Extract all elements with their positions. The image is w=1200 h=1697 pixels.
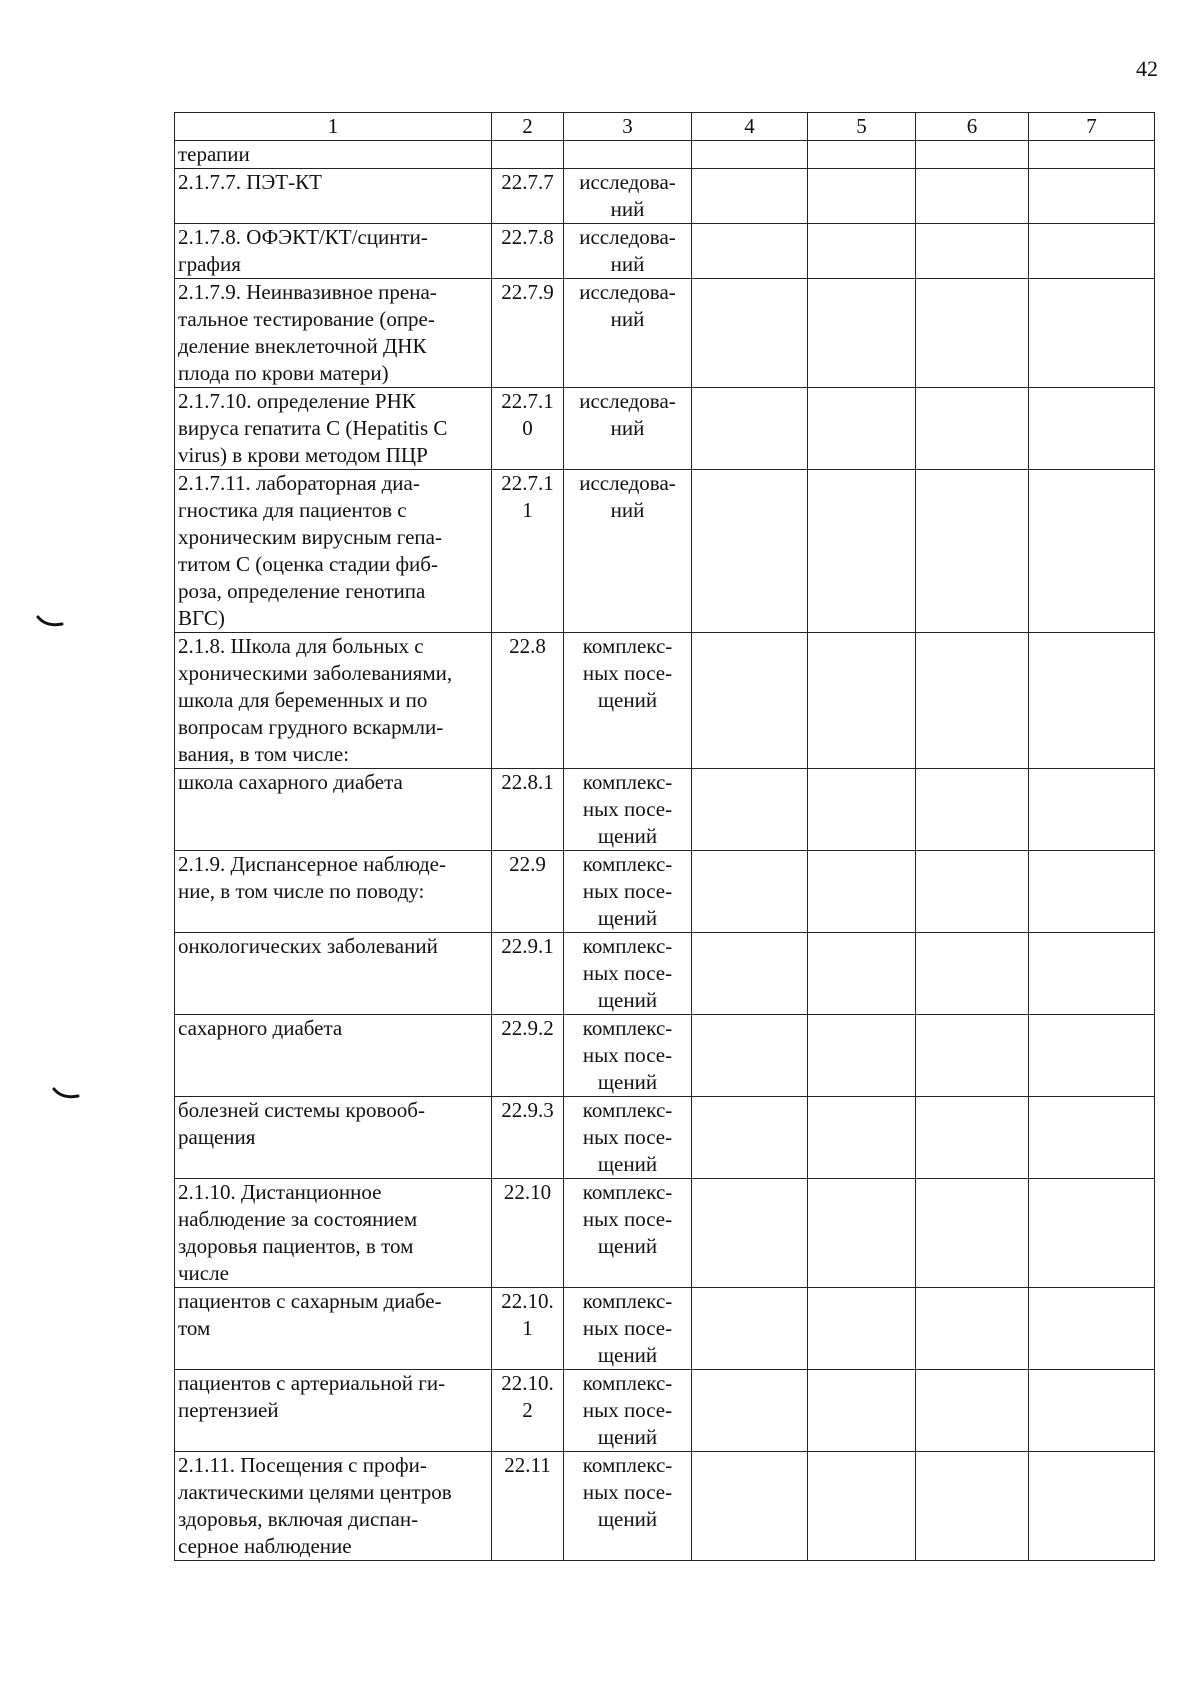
row-unit-cell: исследова- ний [564,169,692,224]
empty-cell [808,1452,916,1561]
empty-cell [916,851,1029,933]
column-header: 5 [808,113,916,141]
empty-cell [916,1015,1029,1097]
empty-cell [692,388,808,470]
column-header: 4 [692,113,808,141]
empty-cell [916,1097,1029,1179]
empty-cell [1029,279,1155,388]
empty-cell [1029,169,1155,224]
empty-cell [1029,224,1155,279]
row-name-cell: пациентов с сахарным диабе- том [175,1288,492,1370]
header-row [175,113,1155,141]
row-name-cell: 2.1.7.7. ПЭТ-КТ [175,169,492,224]
row-name-cell: терапии [175,141,492,169]
page-number: 42 [1136,56,1158,81]
row-name-cell: 2.1.10. Дистанционное наблюдение за состоянием здоровья пациентов, в том числе [175,1179,492,1288]
empty-cell [916,279,1029,388]
empty-cell [808,1015,916,1097]
empty-cell [1029,769,1155,851]
empty-cell [916,633,1029,769]
empty-cell [692,1015,808,1097]
row-unit-cell [564,141,692,169]
empty-cell [692,769,808,851]
empty-cell [1029,1015,1155,1097]
empty-cell [808,769,916,851]
empty-cell [692,1097,808,1179]
row-name-cell: онкологических заболеваний [175,933,492,1015]
row-code-cell: 22.8.1 [492,769,564,851]
row-unit-cell: комплекс- ных посе- щений [564,1015,692,1097]
empty-cell [692,851,808,933]
row-code-cell [492,141,564,169]
row-code-cell: 22.9 [492,851,564,933]
row-name-cell: 2.1.9. Диспансерное наблюде- ние, в том числе по поводу: [175,851,492,933]
row-unit-cell: исследова- ний [564,224,692,279]
row-name-cell: школа сахарного диабета [175,769,492,851]
table-row [175,224,1155,279]
empty-cell [916,769,1029,851]
row-name-cell: 2.1.7.9. Неинвазивное прена- тальное тестирование (опре- деление внеклеточной ДНК плода по крови матери) [175,279,492,388]
empty-cell [808,1370,916,1452]
table-row [175,1015,1155,1097]
empty-cell [692,1179,808,1288]
empty-cell [808,633,916,769]
table-body [175,141,1155,1561]
row-unit-cell: исследова- ний [564,279,692,388]
empty-cell [1029,633,1155,769]
empty-cell [916,470,1029,633]
column-header: 3 [564,113,692,141]
empty-cell [692,169,808,224]
empty-cell [916,169,1029,224]
empty-cell [692,1370,808,1452]
table-row [175,1097,1155,1179]
row-code-cell: 22.7.9 [492,279,564,388]
row-name-cell: 2.1.7.10. определение РНК вируса гепатита С (Hepatitis C virus) в крови методом ПЦР [175,388,492,470]
table-row [175,769,1155,851]
row-unit-cell: комплекс- ных посе- щений [564,1288,692,1370]
row-code-cell: 22.7.1 1 [492,470,564,633]
empty-cell [808,1288,916,1370]
row-code-cell: 22.10. 1 [492,1288,564,1370]
empty-cell [1029,141,1155,169]
empty-cell [808,388,916,470]
row-code-cell: 22.7.8 [492,224,564,279]
table-row [175,633,1155,769]
row-unit-cell: комплекс- ных посе- щений [564,1097,692,1179]
row-code-cell: 22.8 [492,633,564,769]
empty-cell [916,1452,1029,1561]
row-code-cell: 22.9.3 [492,1097,564,1179]
empty-cell [916,388,1029,470]
row-unit-cell: комплекс- ных посе- щений [564,769,692,851]
empty-cell [916,1370,1029,1452]
margin-check-mark [36,614,66,630]
empty-cell [692,470,808,633]
row-code-cell: 22.7.7 [492,169,564,224]
empty-cell [1029,388,1155,470]
row-code-cell: 22.9.2 [492,1015,564,1097]
table-row [175,933,1155,1015]
row-unit-cell: комплекс- ных посе- щений [564,1370,692,1452]
row-code-cell: 22.10. 2 [492,1370,564,1452]
empty-cell [808,1179,916,1288]
row-unit-cell: комплекс- ных посе- щений [564,851,692,933]
margin-check-mark [52,1086,82,1102]
row-code-cell: 22.10 [492,1179,564,1288]
empty-cell [692,224,808,279]
empty-cell [916,933,1029,1015]
table-row [175,1452,1155,1561]
empty-cell [1029,1179,1155,1288]
empty-cell [692,1288,808,1370]
empty-cell [1029,1097,1155,1179]
empty-cell [808,169,916,224]
column-header: 1 [175,113,492,141]
empty-cell [916,1288,1029,1370]
empty-cell [916,224,1029,279]
empty-cell [808,279,916,388]
empty-cell [808,933,916,1015]
empty-cell [808,470,916,633]
empty-cell [692,279,808,388]
data-table [174,112,1155,1561]
empty-cell [1029,1370,1155,1452]
empty-cell [692,1452,808,1561]
column-header: 7 [1029,113,1155,141]
column-header: 2 [492,113,564,141]
empty-cell [1029,851,1155,933]
empty-cell [1029,933,1155,1015]
empty-cell [1029,1452,1155,1561]
table-row [175,851,1155,933]
table-row [175,470,1155,633]
row-name-cell: 2.1.7.11. лабораторная диа- гностика для пациентов с хроническим вирусным гепа- титом С (оценка стадии фиб- роза, определение генотипа ВГС) [175,470,492,633]
row-name-cell: пациентов с артериальной ги- пертензией [175,1370,492,1452]
row-unit-cell: комплекс- ных посе- щений [564,1452,692,1561]
empty-cell [808,141,916,169]
empty-cell [1029,1288,1155,1370]
empty-cell [916,1179,1029,1288]
table-row [175,1288,1155,1370]
empty-cell [916,141,1029,169]
empty-cell [808,1097,916,1179]
row-name-cell: 2.1.7.8. ОФЭКТ/КТ/сцинти- графия [175,224,492,279]
row-name-cell: сахарного диабета [175,1015,492,1097]
row-name-cell: 2.1.11. Посещения с профи- лактическими целями центров здоровья, включая диспан- серное наблюдение [175,1452,492,1561]
empty-cell [808,224,916,279]
row-unit-cell: комплекс- ных посе- щений [564,933,692,1015]
empty-cell [692,933,808,1015]
empty-cell [808,851,916,933]
row-unit-cell: исследова- ний [564,470,692,633]
empty-cell [692,633,808,769]
row-name-cell: болезней системы кровооб- ращения [175,1097,492,1179]
table-row [175,1370,1155,1452]
row-unit-cell: комплекс- ных посе- щений [564,1179,692,1288]
table-row [175,1179,1155,1288]
table-row [175,279,1155,388]
row-code-cell: 22.7.1 0 [492,388,564,470]
row-code-cell: 22.11 [492,1452,564,1561]
column-header: 6 [916,113,1029,141]
row-name-cell: 2.1.8. Школа для больных с хроническими заболеваниями, школа для беременных и по вопросам грудного вскармли- вания, в том числе: [175,633,492,769]
table-row [175,141,1155,169]
row-code-cell: 22.9.1 [492,933,564,1015]
empty-cell [692,141,808,169]
table-row [175,169,1155,224]
empty-cell [1029,470,1155,633]
row-unit-cell: исследова- ний [564,388,692,470]
row-unit-cell: комплекс- ных посе- щений [564,633,692,769]
table-row [175,388,1155,470]
